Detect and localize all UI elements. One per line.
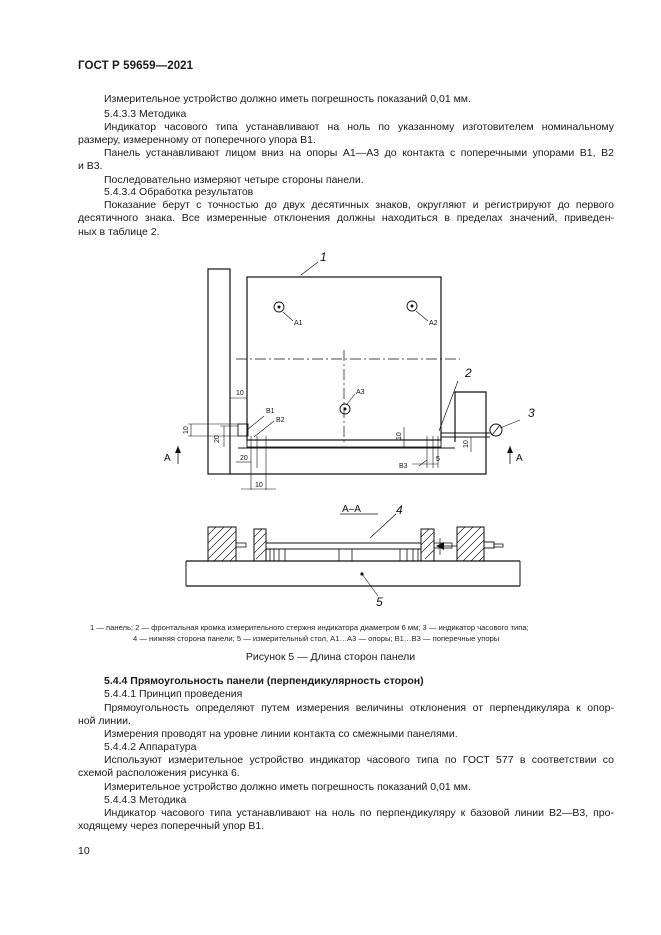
text-line: десятичного знака. Все измеренные отклонения должны находиться в пределах значений, приведен- [78, 212, 614, 224]
text-line: и В3. [78, 160, 103, 172]
text-line: Измерительное устройство должно иметь погрешность показаний 0,01 мм. [104, 93, 471, 105]
text-line: схемой расположения рисунка 6. [78, 767, 240, 779]
figure-legend-line: 4 — нижняя сторона панели; 5 — измерительный стол, А1…А3 — опоры; В1…В3 — поперечные упоры [133, 634, 500, 643]
section-mark-right: А [516, 453, 523, 464]
section-mark-left: А [164, 453, 171, 464]
page-number: 10 [78, 845, 90, 857]
dim-5: 5 [436, 456, 440, 463]
label-b1: В1 [266, 408, 275, 415]
text-line: ходящему через поперечный упор В1. [78, 820, 265, 832]
text-line: Последовательно измеряют четыре стороны панели. [104, 174, 364, 186]
text-line: размеру, измеренному от поперечного упора В1. [78, 134, 316, 146]
subsection-heading: 5.4.3.3 Методика [104, 108, 187, 120]
text-line: ной линии. [78, 715, 131, 727]
text-line: ных в таблице 2. [78, 226, 160, 238]
label-a3: А3 [356, 389, 365, 396]
text-line: Измерительное устройство должно иметь погрешность показаний 0,01 мм. [104, 781, 471, 793]
dim-20: 20 [214, 435, 221, 443]
dim-10: 10 [255, 482, 263, 489]
indicator-block [457, 527, 484, 561]
page-header: ГОСТ Р 59659—2021 [78, 60, 194, 72]
label-b3: В3 [399, 463, 408, 470]
left-stop-block [208, 527, 236, 561]
dim-10: 10 [183, 426, 190, 434]
label-a2: А2 [429, 320, 438, 327]
label-5: 5 [376, 595, 383, 609]
label-a1: А1 [294, 320, 303, 327]
right-stop [421, 529, 434, 561]
left-stop-b1 [254, 529, 266, 561]
section-title: А–А [342, 504, 361, 515]
dim-10: 10 [236, 390, 244, 397]
label-4: 4 [396, 503, 403, 517]
dim-20: 20 [240, 455, 248, 462]
text-line: Прямоугольность определяют путем измерения величины отклонения от перпендикуляра к опор- [104, 702, 614, 714]
text-line: Измерения проводят на уровне линии контакта со смежными панелями. [104, 728, 458, 740]
subsection-heading: 5.4.3.4 Обработка результатов [104, 186, 254, 198]
text-line: Панель устанавливают лицом вниз на опоры А1—А3 до контакта с поперечными упорами В1, В2 [104, 147, 614, 159]
text-line: Используют измерительное устройство индикатор часового типа по ГОСТ 577 в соответствии со [104, 754, 614, 766]
label-b2: В2 [276, 417, 285, 424]
text-line: Индикатор часового типа устанавливают на ноль по указанному изготовителем номинальному [104, 121, 614, 133]
subsection-heading: 5.4.4.3 Методика [104, 794, 187, 806]
dim-10: 10 [396, 432, 403, 440]
section-heading: 5.4.4 Прямоугольность панели (перпендикулярность сторон) [104, 675, 424, 687]
figure-title: Рисунок 5 — Длина сторон панели [245, 651, 416, 663]
text-line: Индикатор часового типа устанавливают на ноль по перпендикуляру к базовой линии В2—В3, про- [104, 807, 614, 819]
text-line: Показание берут с точностью до двух десятичных знаков, округляют и регистрируют до первого [104, 199, 614, 211]
label-3: 3 [528, 406, 535, 420]
subsection-heading: 5.4.4.2 Аппаратура [104, 741, 197, 753]
dim-10: 10 [463, 440, 470, 448]
figure-legend-line: 1 — панель; 2 — фронтальная кромка измерительного стержня индикатора диаметром 6 мм; 3 — индикатор часового типа; [90, 623, 529, 632]
subsection-heading: 5.4.4.1 Принцип проведения [104, 688, 243, 700]
label-1: 1 [320, 250, 327, 264]
panel-section [266, 543, 421, 549]
label-2: 2 [465, 366, 472, 380]
